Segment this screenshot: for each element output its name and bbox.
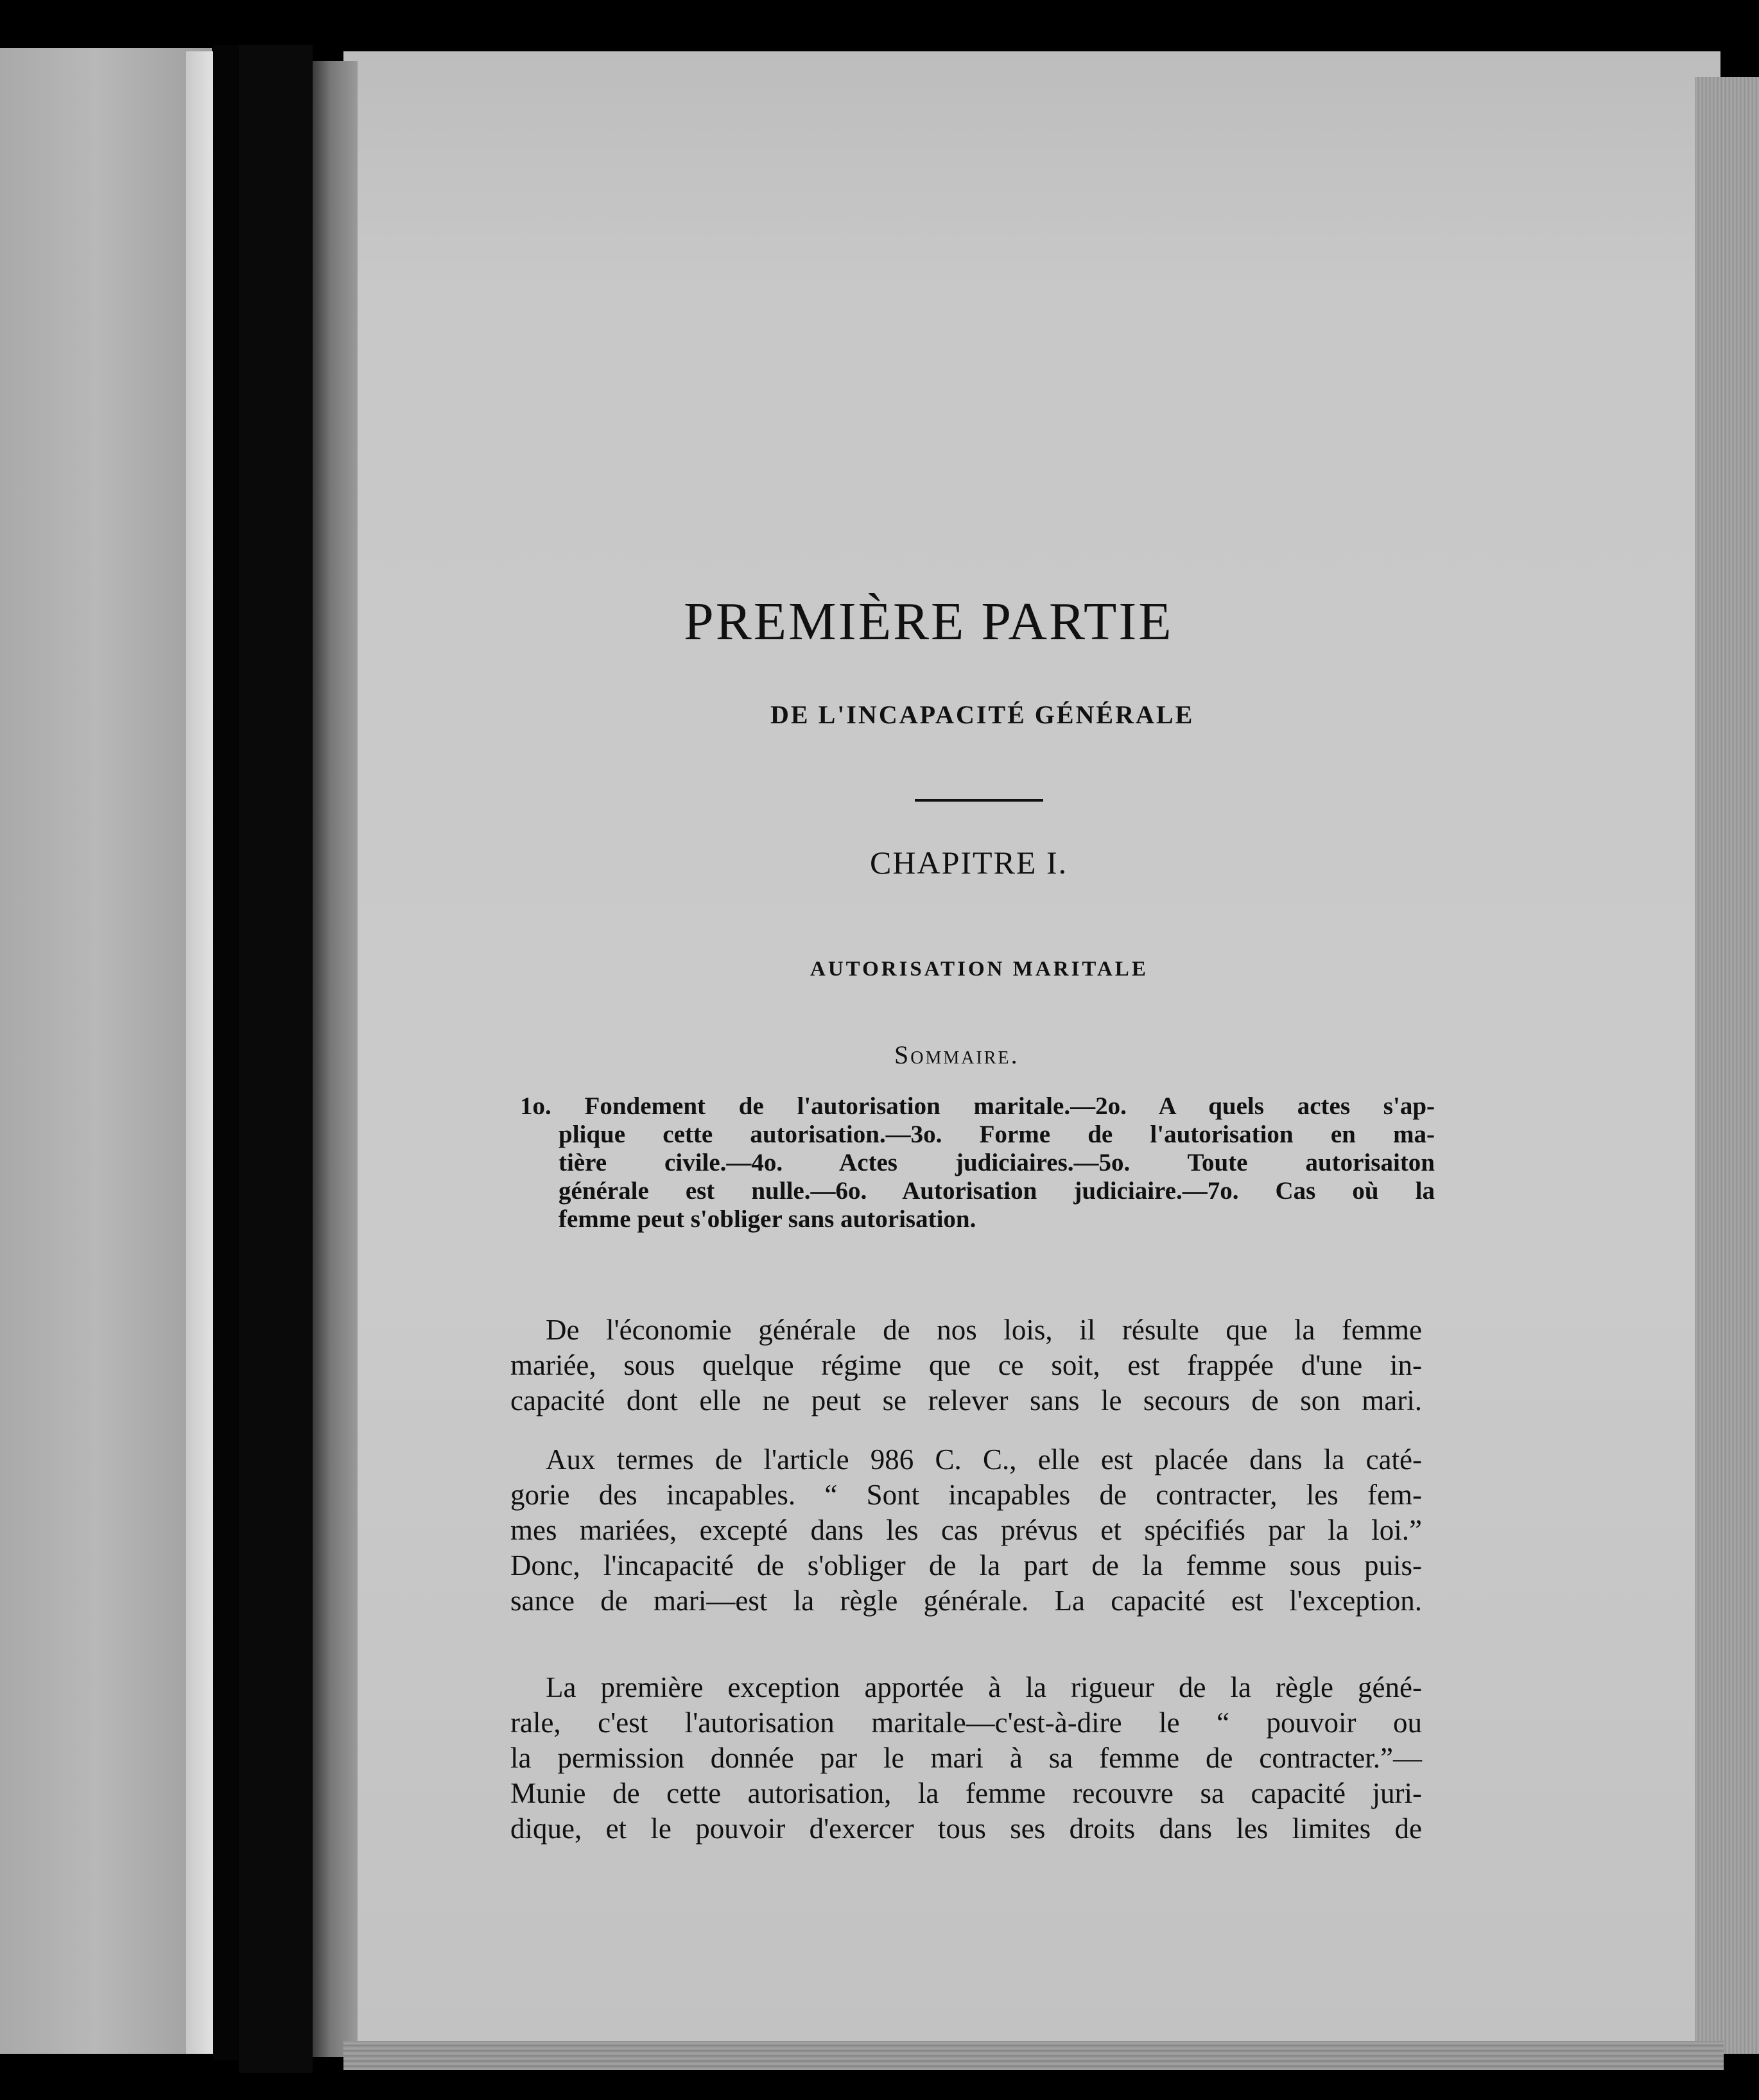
paragraph-line: Donc, l'incapacité de s'obliger de la part de la femme sous puis- — [510, 1549, 1422, 1581]
part-title: PREMIÈRE PARTIE — [684, 592, 1174, 651]
summary-line: plique cette autorisation.—3o. Forme de l'autorisation en ma- — [559, 1121, 1435, 1148]
summary-line: 1o. Fondement de l'autorisation maritale.—2o. A quels actes s'ap- — [520, 1092, 1435, 1120]
paragraph-line: Aux termes de l'article 986 C. C., elle est placée dans la caté- — [546, 1443, 1422, 1476]
body-paragraph — [510, 1670, 1422, 1846]
paragraph-line: la permission donnée par le mari à sa femme de contracter.”— — [510, 1742, 1422, 1774]
paragraph-line: mes mariées, excepté dans les cas prévus et spécifiés par la loi.” — [510, 1514, 1422, 1546]
book-spine — [239, 45, 313, 2073]
paragraph-line: gorie des incapables. “ Sont incapables de contracter, les fem- — [510, 1479, 1422, 1511]
paragraph-line: Munie de cette autorisation, la femme recouvre sa capacité juri- — [510, 1777, 1422, 1809]
divider-rule — [915, 799, 1043, 802]
body-paragraph — [510, 1312, 1422, 1418]
left-page-shadow — [213, 45, 239, 2060]
page-stack-bottom-edge — [343, 2041, 1724, 2070]
paragraph-line: capacité dont elle ne peut se relever sans le secours de son mari. — [510, 1384, 1422, 1416]
paragraph-line: La première exception apportée à la rigueur de la règle géné- — [546, 1671, 1422, 1703]
paragraph-line: sance de mari—est la règle générale. La capacité est l'exception. — [510, 1585, 1422, 1617]
section-title: AUTORISATION MARITALE — [810, 958, 1148, 981]
summary-line: générale est nulle.—6o. Autorisation judiciaire.—7o. Cas où la — [559, 1177, 1435, 1205]
paragraph-line: rale, c'est l'autorisation maritale—c'est-à-dire le “ pouvoir ou — [510, 1707, 1422, 1739]
summary-block — [520, 1092, 1435, 1234]
summary-line: femme peut s'obliger sans autorisation. — [559, 1205, 976, 1233]
part-subtitle: DE L'INCAPACITÉ GÉNÉRALE — [770, 700, 1195, 729]
previous-page-edge — [0, 48, 212, 2054]
page-stack-right-edge — [1695, 77, 1759, 2054]
chapter-heading: CHAPITRE I. — [870, 845, 1068, 881]
body-paragraph — [510, 1442, 1422, 1619]
summary-heading: Sommaire. — [894, 1040, 1019, 1069]
paragraph-line: dique, et le pouvoir d'exercer tous ses droits dans les limites de — [510, 1812, 1422, 1845]
summary-line: tière civile.—4o. Actes judiciaires.—5o. Toute autorisaiton — [559, 1149, 1435, 1176]
paragraph-line: mariée, sous quelque régime que ce soit, est frappée d'une in- — [510, 1349, 1422, 1381]
page-spine-shadow — [313, 61, 358, 2057]
paragraph-line: De l'économie générale de nos lois, il résulte que la femme — [546, 1314, 1422, 1346]
